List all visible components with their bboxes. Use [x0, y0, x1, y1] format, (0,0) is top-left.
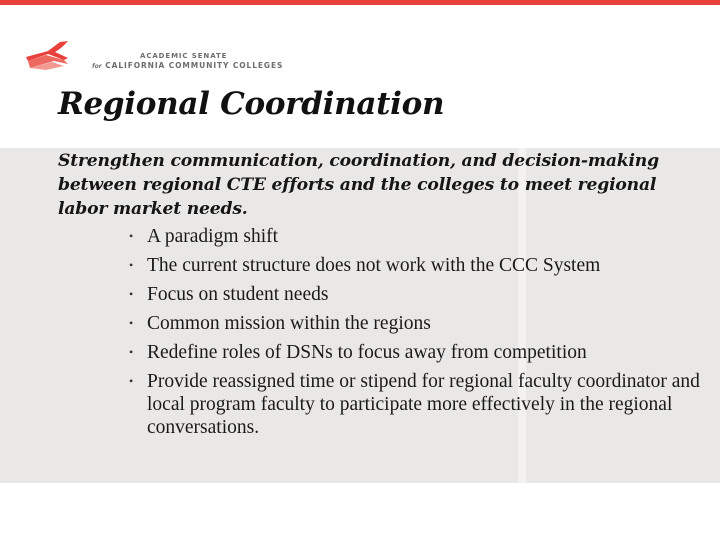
wordmark-line-1: ACADEMIC SENATE	[140, 52, 228, 60]
bullet-dot-icon: •	[129, 258, 134, 272]
bullet-dot-icon: •	[129, 229, 134, 243]
bullet-item	[129, 225, 704, 248]
bullet-text: Redefine roles of DSNs to focus away from competition	[147, 342, 587, 363]
chair-icon	[24, 40, 70, 70]
wordmark-prefix: for	[92, 63, 102, 70]
bullet-list	[129, 225, 704, 445]
bullet-text: Focus on student needs	[147, 284, 329, 305]
bullet-item	[129, 312, 704, 335]
wordmark-line-2	[92, 61, 283, 72]
bullet-text: The current structure does not work with the CCC System	[147, 255, 601, 276]
bullet-dot-icon: •	[129, 287, 134, 301]
bullet-dot-icon: •	[129, 316, 134, 330]
bullet-text: Provide reassigned time or stipend for regional faculty coordinator and local program faculty to participate more effectively in the regional conversations.	[147, 371, 700, 438]
bullet-text: A paradigm shift	[147, 226, 279, 247]
wordmark-main: CALIFORNIA COMMUNITY COLLEGES	[105, 61, 284, 70]
bullet-item	[129, 283, 704, 306]
bullet-dot-icon: •	[129, 345, 134, 359]
bullet-dot-icon: •	[129, 374, 134, 388]
slide-title: Regional Coordination	[58, 86, 445, 122]
organization-wordmark	[92, 51, 283, 72]
bullet-item	[129, 370, 704, 439]
top-accent-bar	[0, 0, 720, 5]
bullet-text: Common mission within the regions	[147, 313, 431, 334]
bullet-item	[129, 341, 704, 364]
lead-statement: Strengthen communication, coordination, and decision-making between regional CTE efforts and the colleges to meet regional labor market needs.	[58, 151, 659, 219]
bullet-item	[129, 254, 704, 277]
